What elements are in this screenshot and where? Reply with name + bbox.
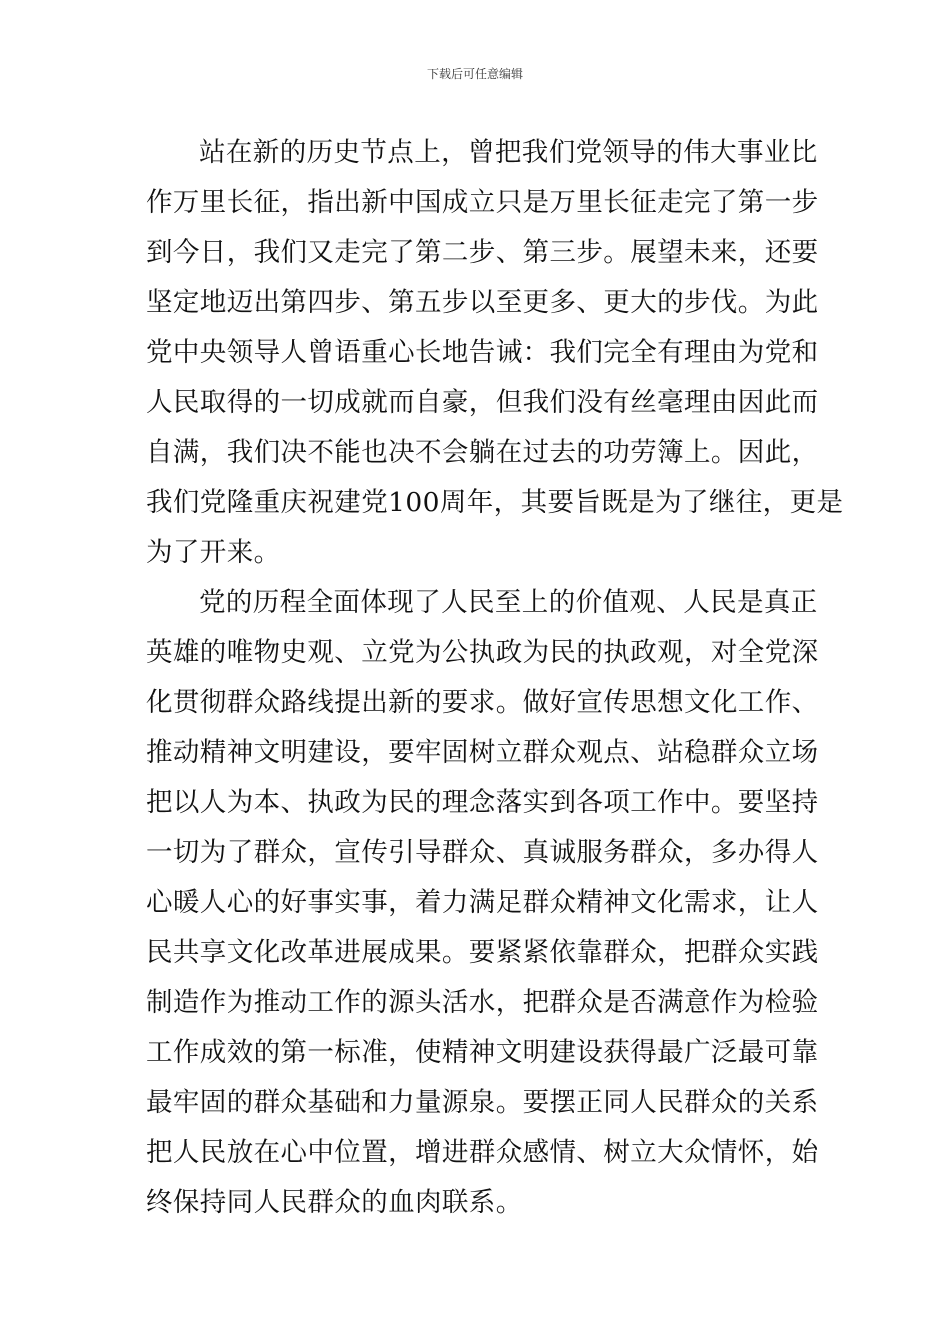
paragraph-line: 制造作为推动工作的源头活水，把群众是否满意作为检验 bbox=[146, 987, 819, 1018]
paragraph-line: 把以人为本、执政为民的理念落实到各项工作中。要坚持 bbox=[146, 787, 819, 818]
paragraph-1 bbox=[146, 128, 844, 578]
paragraph-line: 自满，我们决不能也决不会躺在过去的功劳簿上。因此， bbox=[146, 437, 819, 468]
paragraph-line: 推动精神文明建设，要牢固树立群众观点、站稳群众立场 bbox=[146, 737, 819, 768]
paragraph-line: 终保持同人民群众的血肉联系。 bbox=[146, 1187, 523, 1218]
paragraph-line: 我们党隆重庆祝建党100周年，其要旨既是为了继往，更是 bbox=[146, 487, 844, 518]
paragraph-line: 化贯彻群众路线提出新的要求。做好宣传思想文化工作、 bbox=[146, 687, 819, 718]
paragraph-line: 坚定地迈出第四步、第五步以至更多、更大的步伐。为此 bbox=[146, 287, 819, 318]
paragraph-line: 为了开来。 bbox=[146, 537, 281, 568]
paragraph-line: 人民取得的一切成就而自豪，但我们没有丝毫理由因此而 bbox=[146, 387, 819, 418]
paragraph-line: 站在新的历史节点上，曾把我们党领导的伟大事业比 bbox=[199, 137, 818, 168]
paragraph-line: 作万里长征，指出新中国成立只是万里长征走完了第一步 bbox=[146, 187, 819, 218]
paragraph-line: 英雄的唯物史观、立党为公执政为民的执政观，对全党深 bbox=[146, 637, 819, 668]
page-header: 下载后可任意编辑 bbox=[426, 67, 523, 81]
paragraph-line: 一切为了群众，宣传引导群众、真诚服务群众，多办得人 bbox=[146, 837, 819, 868]
paragraph-line: 心暖人心的好事实事，着力满足群众精神文化需求，让人 bbox=[146, 887, 819, 918]
paragraph-line: 工作成效的第一标准，使精神文明建设获得最广泛最可靠 bbox=[146, 1037, 819, 1068]
document-body bbox=[146, 128, 844, 1228]
paragraph-line: 最牢固的群众基础和力量源泉。要摆正同人民群众的关系 bbox=[146, 1087, 819, 1118]
paragraph-line: 到今日，我们又走完了第二步、第三步。展望未来，还要 bbox=[146, 237, 819, 268]
paragraph-line: 民共享文化改革进展成果。要紧紧依靠群众，把群众实践 bbox=[146, 937, 819, 968]
paragraph-2 bbox=[146, 578, 819, 1228]
paragraph-line: 把人民放在心中位置，增进群众感情、树立大众情怀，始 bbox=[146, 1137, 819, 1168]
paragraph-line: 党的历程全面体现了人民至上的价值观、人民是真正 bbox=[199, 587, 818, 618]
paragraph-line: 党中央领导人曾语重心长地告诫：我们完全有理由为党和 bbox=[146, 337, 819, 368]
